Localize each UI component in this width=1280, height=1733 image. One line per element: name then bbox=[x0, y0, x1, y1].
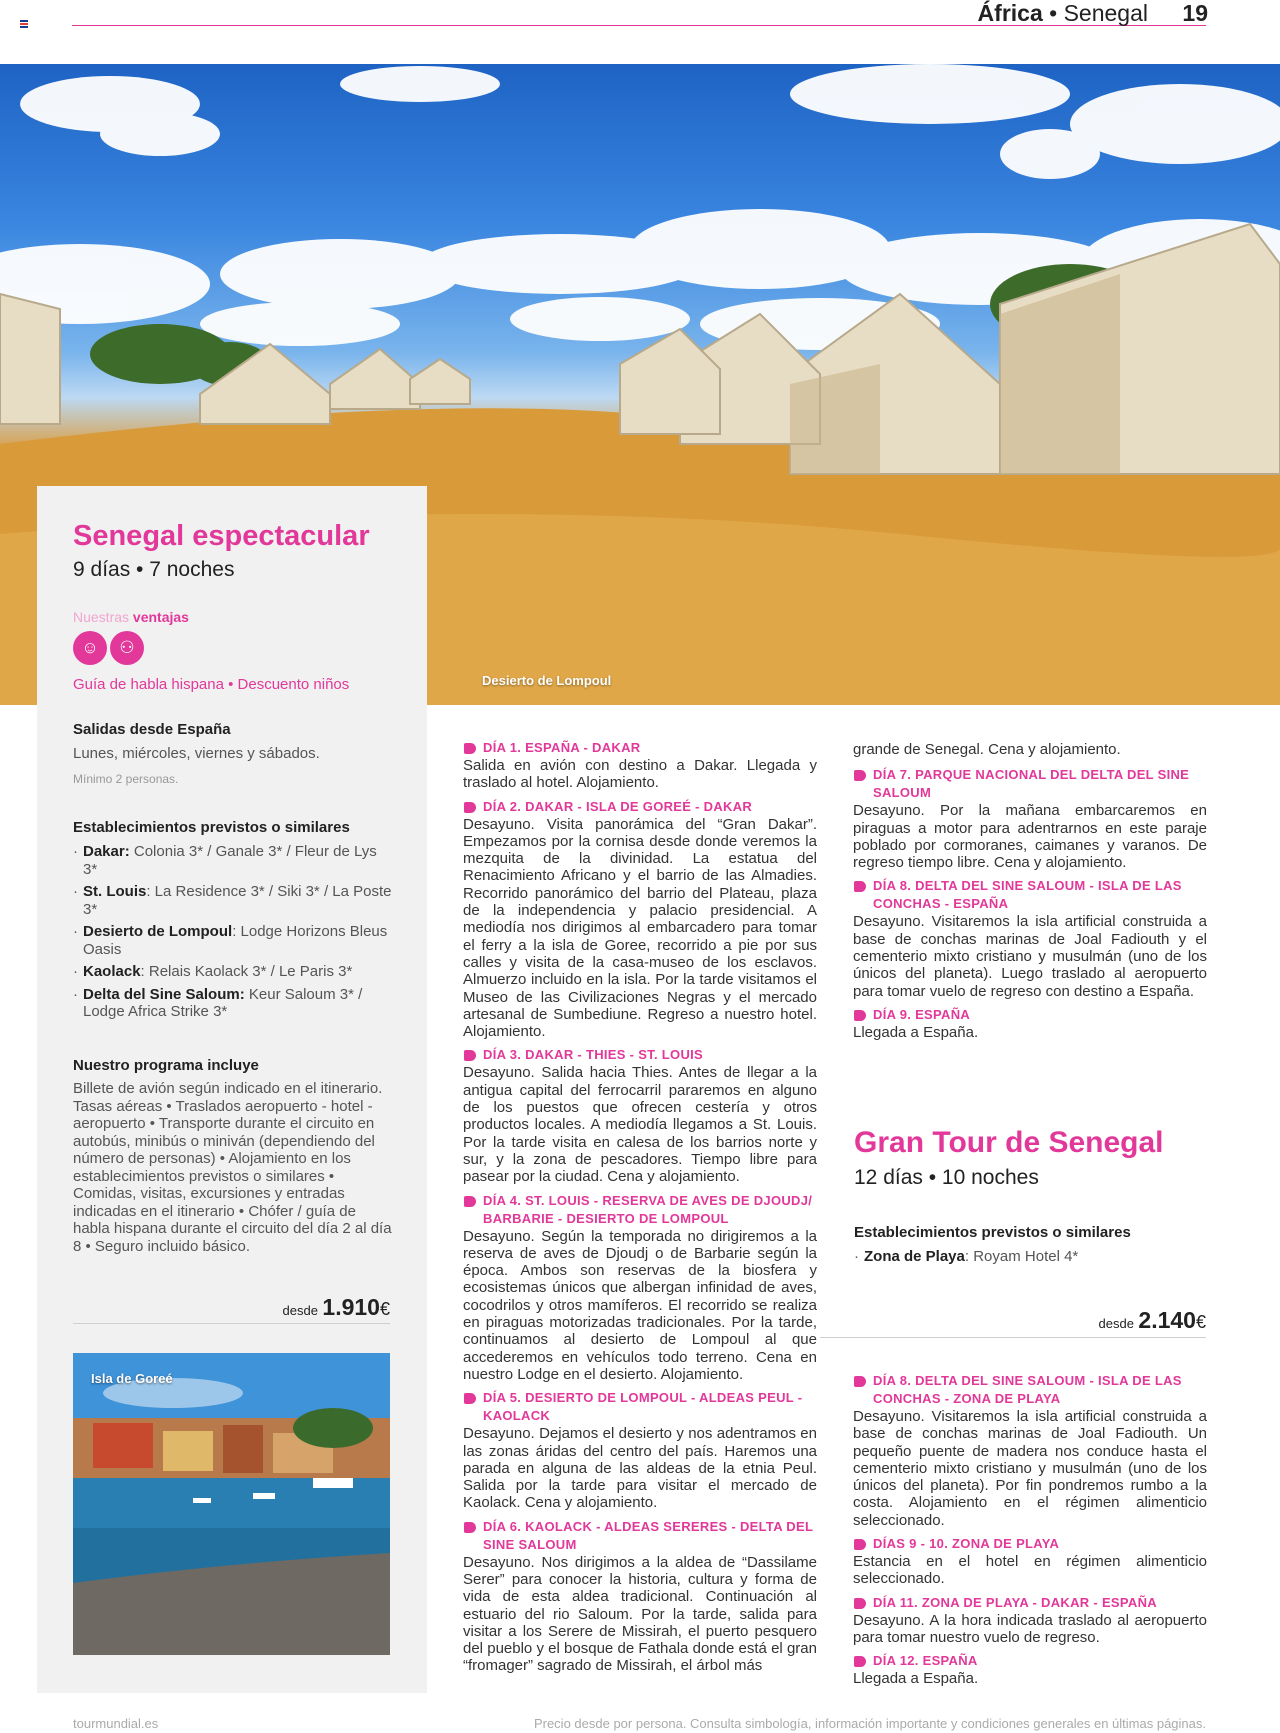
estab-list bbox=[73, 843, 393, 1026]
list-item: · Kaolack: Relais Kaolack 3* / Le Paris 3* bbox=[73, 963, 393, 981]
itinerary-day: DÍA 5. DESIERTO DE LOMPOUL - ALDEAS PEUL - KAOLACK Desayuno. Dejamos el desierto y nos adentramos en las zonas áridas del centro del país. Haremos una parada en alguna de las aldeas de la etnia Peul. Salida por la tarde para visitar el mercado de Kaolack. Cena y alojamiento. bbox=[463, 1390, 817, 1512]
hero-caption: Desierto de Lompoul bbox=[482, 673, 612, 688]
departures-heading: Salidas desde España bbox=[73, 721, 231, 738]
page-number: 19 bbox=[1182, 0, 1208, 26]
trip-title: Senegal espectacular bbox=[73, 520, 370, 552]
list-item: · Zona de Playa: Royam Hotel 4* bbox=[854, 1248, 1204, 1266]
price-trip2 bbox=[1000, 1307, 1206, 1334]
includes-heading: Nuestro programa incluye bbox=[73, 1057, 259, 1074]
footer-note: Precio desde por persona. Consulta simbología, información importante y condiciones generales en últimas páginas. bbox=[533, 1716, 1206, 1731]
page-header bbox=[978, 0, 1208, 26]
itinerary-column-2 bbox=[853, 741, 1207, 1047]
itinerary-day: DÍA 4. ST. LOUIS - RESERVA DE AVES DE DJOUDJ/ BARBARIE - DESIERTO DE LOMPOUL Desayuno. Según la temporada no dirigiremos a la reserva de aves de Djoudj o de Barbarie según la época. Ambos son reservas de la biosfera y ecosistemas únicos que albergan infinidad de aves, cocodrilos y otros mamíferos. El recorrido se realiza en piraguas motorizadas tradicionales. Por la tarde, continuamos al desierto de Lompoul al que accederemos en vehículos todo terreno. Cena en nuestro Lodge en el desierto. Alojamiento. bbox=[463, 1192, 817, 1383]
itinerary-day: DÍAS 9 - 10. ZONA DE PLAYA Estancia en el hotel en régimen alimenticio seleccionado. bbox=[853, 1536, 1207, 1588]
price-divider bbox=[820, 1337, 1206, 1338]
advantages-icons bbox=[73, 631, 147, 665]
price-currency: € bbox=[379, 1299, 390, 1319]
photo-isla-goree bbox=[73, 1353, 390, 1655]
advantages-prefix: Nuestras bbox=[73, 609, 130, 625]
photo-caption: Isla de Goreé bbox=[91, 1371, 173, 1386]
itinerary-day: DÍA 11. ZONA DE PLAYA - DAKAR - ESPAÑA Desayuno. A la hora indicada traslado al aeropuerto para tomar nuestro vuelo de regreso. bbox=[853, 1594, 1207, 1646]
departures-note: Mínimo 2 personas. bbox=[73, 772, 179, 786]
header-region: África bbox=[977, 0, 1043, 26]
price-prefix: desde bbox=[282, 1303, 318, 1318]
itinerary-day: DÍA 12. ESPAÑA Llegada a España. bbox=[853, 1652, 1207, 1687]
includes-text: Billete de avión según indicado en el itinerario. Tasas aéreas • Traslados aeropuerto - hotel - aeropuerto • Transporte durante el circuito en autobús, minibús o miniván (dependiendo del número de personas) • Alojamiento en los establecimientos previstos o similares • Comidas, visitas, excursiones y entradas indicadas en el itinerario • Chófer / guía de habla hispana durante el circuito del día 2 al día 8 • Seguro incluido básico. bbox=[73, 1080, 392, 1255]
price-divider bbox=[73, 1323, 390, 1324]
price-prefix: desde bbox=[1098, 1316, 1134, 1331]
itinerary-day: DÍA 9. ESPAÑA Llegada a España. bbox=[853, 1006, 1207, 1041]
trip-duration: 9 días • 7 noches bbox=[73, 558, 235, 581]
itinerary-day: DÍA 1. ESPAÑA - DAKAR Salida en avión con destino a Dakar. Llegada y traslado al hotel. Alojamiento. bbox=[463, 740, 817, 792]
guide-icon: ☺ bbox=[73, 631, 107, 665]
itinerary-day: DÍA 6. KAOLACK - ALDEAS SERERES - DELTA DEL SINE SALOUM Desayuno. Nos dirigimos a la aldea de “Dassilame Serer” para conocer la historia, cultura y forma de vida de esta aldea tradicional. Continuación al estuario del rio Saloum. Por la tarde, salida para visitar a los Serere de Missirah, el puerto pesquero del pueblo y el bosque de Fathala donde está el gran “fromager” sagrado de Missirah, el árbol más bbox=[463, 1518, 817, 1675]
trip2-duration: 12 días • 10 noches bbox=[854, 1166, 1039, 1189]
itinerary-column-1 bbox=[463, 739, 817, 1681]
list-item: · Dakar: Colonia 3* / Ganale 3* / Fleur de Lys 3* bbox=[73, 843, 393, 878]
children-icon: ⚇ bbox=[110, 631, 144, 665]
flag-icon bbox=[20, 20, 28, 28]
advantages-label bbox=[73, 609, 189, 625]
price-value: 1.910 bbox=[322, 1294, 380, 1320]
list-item: · Delta del Sine Saloum: Keur Saloum 3* / Lodge Africa Strike 3* bbox=[73, 986, 393, 1021]
estab-heading: Establecimientos previstos o similares bbox=[73, 819, 350, 836]
itinerary-continuation: grande de Senegal. Cena y alojamiento. bbox=[853, 741, 1121, 758]
itinerary-day: DÍA 2. DAKAR - ISLA DE GOREÉ - DAKAR Desayuno. Visita panorámica del “Gran Dakar”. Empezamos por la cornisa desde donde veremos la mezquita de la divinidad. La estatua del Renacimiento Africano y el barrio de las Almadies. Recorrido panorámico del barrio del Plateau, plaza de la independencia y palacio presidencial. A mediodía nos dirigimos al embarcadero para tomar el ferry a la isla de Goree, recorrido a pie por sus calles y visita de la casa-museo de los esclavos. Almuerzo incluido en la isla. Por la tarde visitamos el Museo de las Civilizaciones Negras y el mercado artesanal de Sumbediune. Regreso a nuestro hotel. Alojamiento. bbox=[463, 798, 817, 1041]
price-value: 2.140 bbox=[1138, 1307, 1196, 1333]
footer-site-link[interactable]: tourmundial.es bbox=[73, 1716, 159, 1731]
itinerary-day: DÍA 8. DELTA DEL SINE SALOUM - ISLA DE LAS CONCHAS - ESPAÑA Desayuno. Visitaremos la isla artificial construida a base de conchas marinas de Joal Fadiouth y el cementerio mixto cristiano y musulmán (uno de los únicos del planeta). Luego traslado al aeropuerto para tomar vuelo de regreso con destino a España. bbox=[853, 878, 1207, 1000]
advantages-text: Guía de habla hispana • Descuento niños bbox=[73, 676, 350, 693]
list-item: · St. Louis: La Residence 3* / Siki 3* / La Poste 3* bbox=[73, 883, 393, 918]
header-separator: • bbox=[1049, 0, 1058, 26]
itinerary-day: DÍA 3. DAKAR - THIES - ST. LOUIS Desayuno. Salida hacia Thies. Antes de llegar a la antigua capital del ferrocarril pararemos en alguno de los puestos que ofrecen cestería y otros productos locales. A mediodía llegamos a St. Louis. Por la tarde visita en calesa de los barrios norte y sur, y la zona de pescadores. Tiempo libre para pasear por la ciudad. Cena y alojamiento. bbox=[463, 1047, 817, 1186]
itinerary-day: DÍA 7. PARQUE NACIONAL DEL DELTA DEL SINE SALOUM Desayuno. Por la mañana embarcaremos en piraguas a motor para adentrarnos en este paraje poblado por cormoranes, caimanes y varanos. De regreso tiempo libre. Cena y alojamiento. bbox=[853, 767, 1207, 872]
price-trip1 bbox=[240, 1294, 390, 1321]
advantages-word: ventajas bbox=[132, 609, 189, 625]
trip2-estab-list bbox=[854, 1248, 1204, 1271]
trip2-title: Gran Tour de Senegal bbox=[854, 1126, 1164, 1159]
list-item: · Desierto de Lompoul: Lodge Horizons Bleus Oasis bbox=[73, 923, 393, 958]
price-currency: € bbox=[1195, 1312, 1206, 1332]
header-country: Senegal bbox=[1063, 0, 1149, 26]
itinerary-day: DÍA 8. DELTA DEL SINE SALOUM - ISLA DE LAS CONCHAS - ZONA DE PLAYA Desayuno. Visitaremos la isla artificial construida a base de conchas marinas de Joal Fadiouth. Un pequeño puente de madera nos conduce hasta el cementerio mixto cristiano y musulmán (uno de los únicos del planeta). Por fin pondremos rumbo a la costa. Alojamiento en el régimen alimenticio seleccionado. bbox=[853, 1373, 1207, 1529]
itinerary-column-3 bbox=[853, 1372, 1207, 1694]
trip2-estab-heading: Establecimientos previstos o similares bbox=[854, 1224, 1131, 1241]
departures-text: Lunes, miércoles, viernes y sábados. bbox=[73, 745, 320, 762]
